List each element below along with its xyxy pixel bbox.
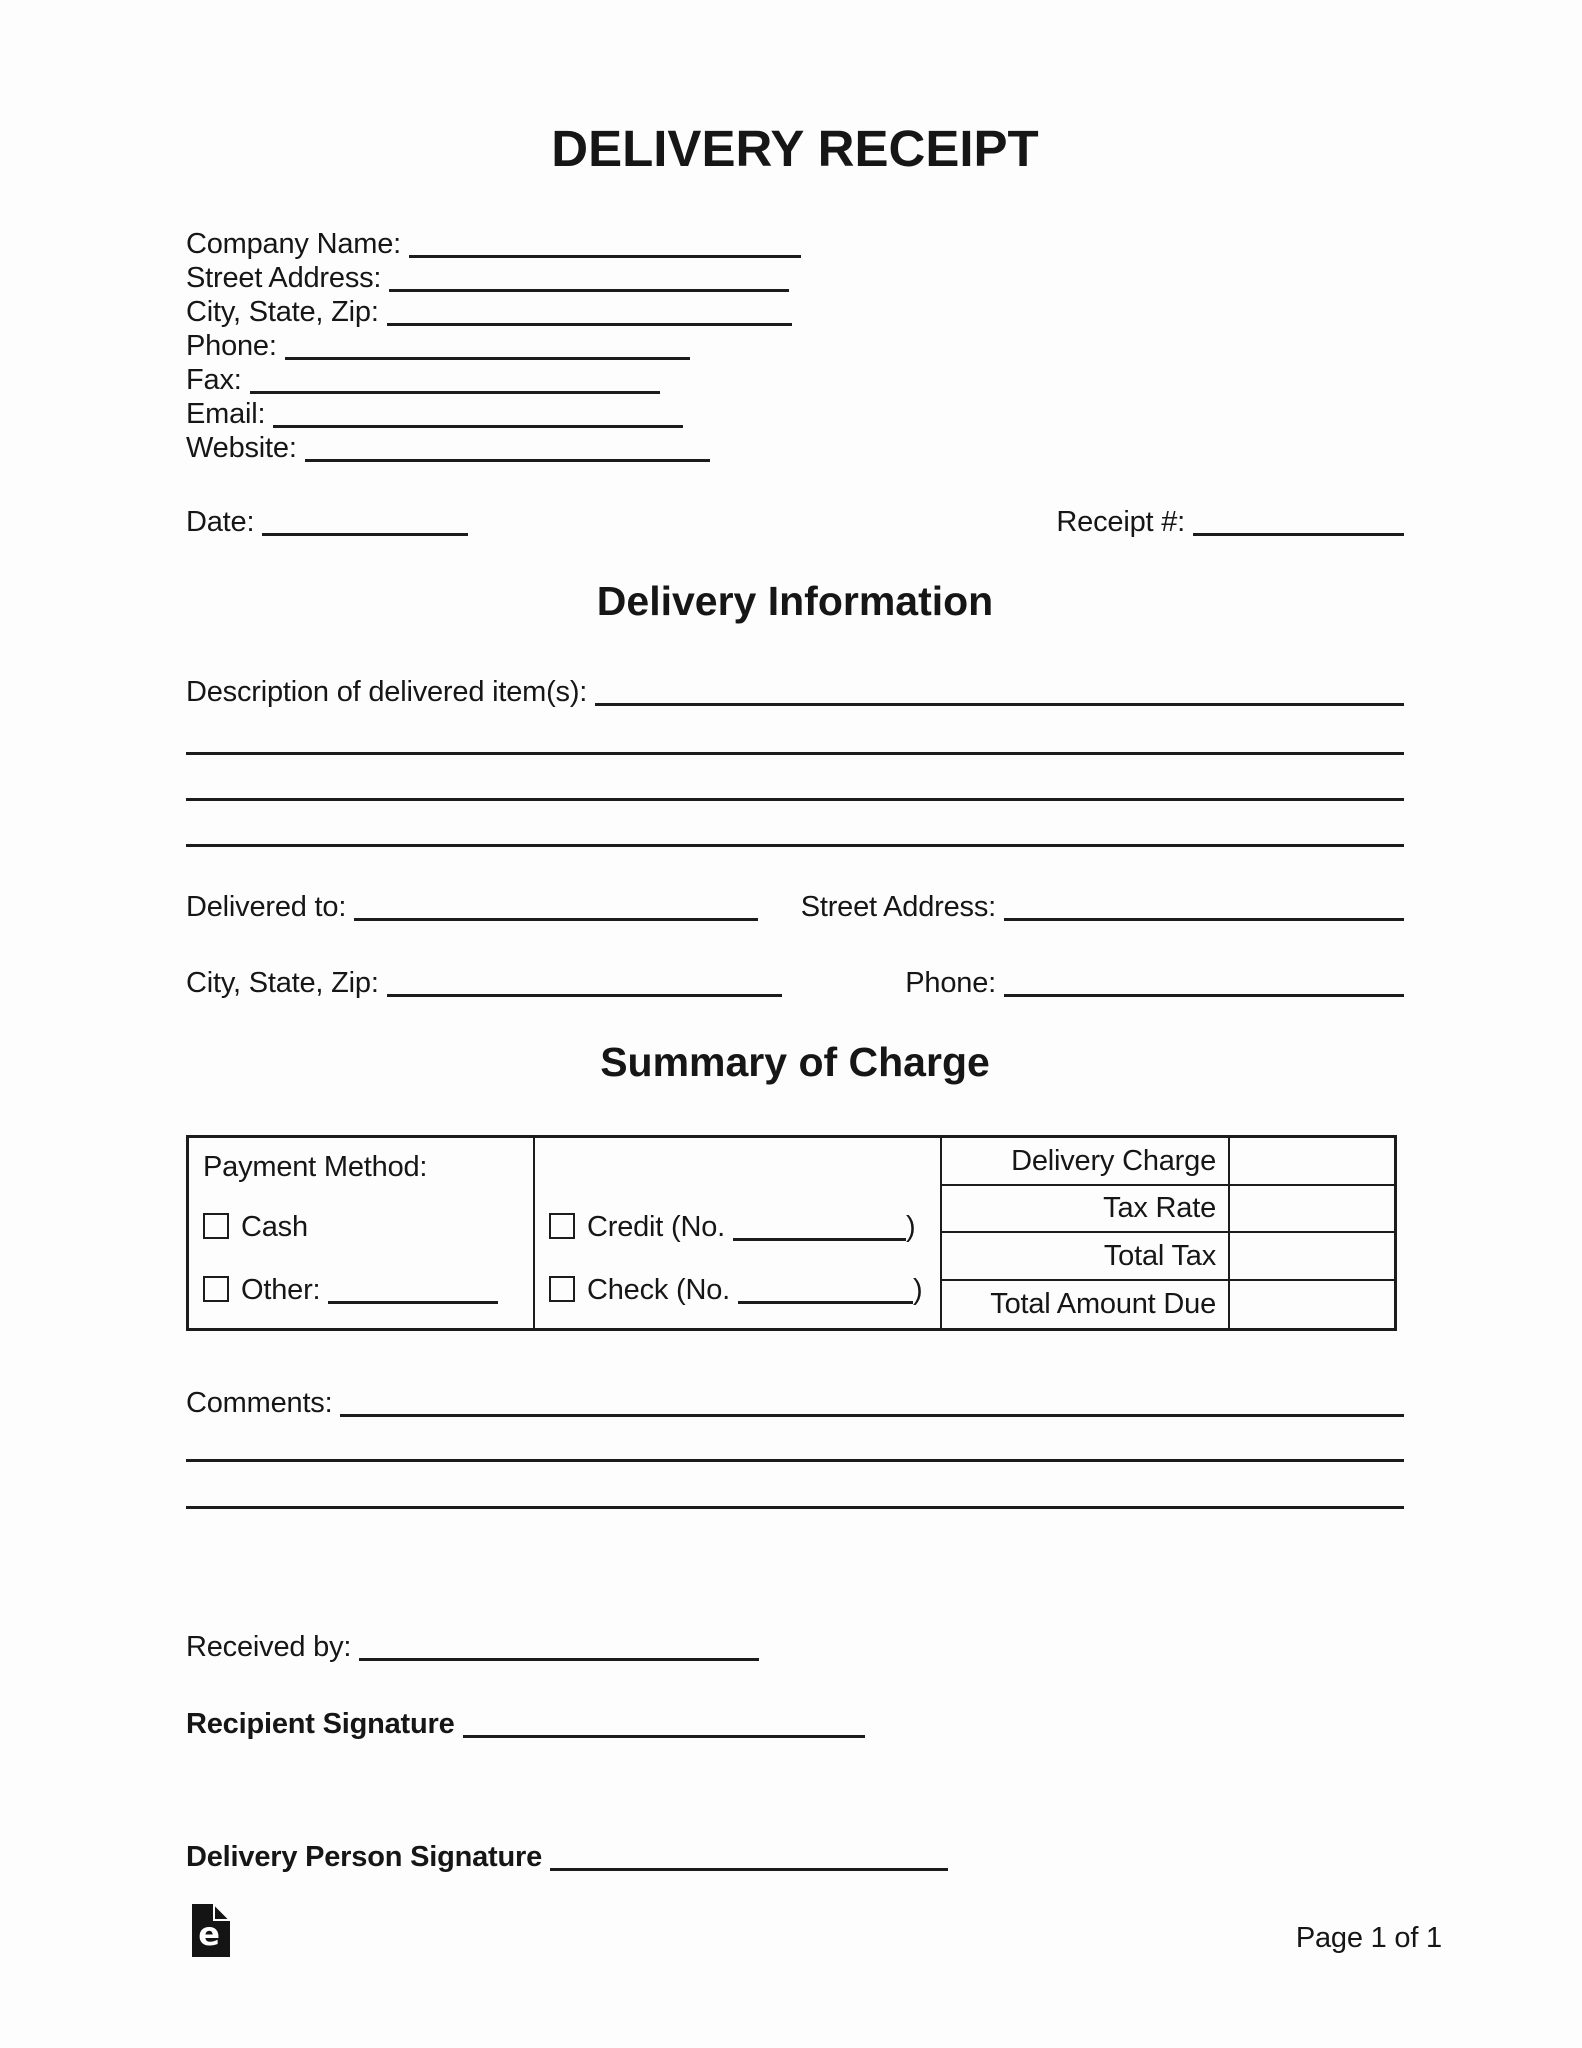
date-input[interactable] <box>262 533 468 536</box>
company-email-label: Email: <box>186 398 266 430</box>
description-label: Description of delivered item(s): <box>186 676 588 708</box>
delivery-person-signature-row <box>186 1840 1404 1874</box>
company-phone-input[interactable] <box>285 357 690 360</box>
receipt-number-label: Receipt #: <box>1056 506 1185 538</box>
charges-grid <box>942 1138 1394 1328</box>
description-line-2[interactable] <box>186 709 1404 755</box>
delivery-street-label: Street Address: <box>800 891 996 923</box>
company-email-row <box>186 397 1404 431</box>
check-checkbox[interactable] <box>549 1276 575 1302</box>
delivered-to-input[interactable] <box>354 918 758 921</box>
recipient-signature-row <box>186 1707 1404 1741</box>
company-website-input[interactable] <box>305 459 710 462</box>
recipient-signature-label: Recipient Signature <box>186 1708 455 1740</box>
delivery-information-heading: Delivery Information <box>596 578 994 624</box>
delivery-street-input[interactable] <box>1004 918 1404 921</box>
other-checkbox[interactable] <box>203 1276 229 1302</box>
company-city-label: City, State, Zip: <box>186 296 379 328</box>
tax-rate-value-cell[interactable] <box>1230 1186 1394 1234</box>
company-phone-label: Phone: <box>186 330 277 362</box>
tax-rate-label: Tax Rate <box>942 1186 1230 1234</box>
delivery-phone-input[interactable] <box>1004 994 1404 997</box>
description-line-4[interactable] <box>186 801 1404 847</box>
total-tax-label: Total Tax <box>942 1233 1230 1281</box>
company-street-label: Street Address: <box>186 262 382 294</box>
description-row <box>186 675 1404 709</box>
date-group <box>186 505 468 539</box>
check-label: Check (No. <box>587 1274 731 1306</box>
delivery-phone-label: Phone: <box>905 967 996 999</box>
eforms-logo <box>192 1904 230 1957</box>
date-receipt-row <box>186 505 1404 539</box>
cash-checkbox[interactable] <box>203 1213 229 1239</box>
total-tax-value-cell[interactable] <box>1230 1233 1394 1281</box>
delivery-person-signature-label: Delivery Person Signature <box>186 1841 543 1873</box>
date-label: Date: <box>186 506 255 538</box>
comments-line-2[interactable] <box>186 1420 1404 1462</box>
company-website-label: Website: <box>186 432 297 464</box>
company-fax-input[interactable] <box>250 391 660 394</box>
credit-option <box>549 1210 926 1244</box>
comments-label: Comments: <box>186 1387 333 1419</box>
received-by-row <box>186 1630 1404 1664</box>
check-option <box>549 1273 926 1307</box>
credit-label: Credit (No. <box>587 1211 725 1243</box>
total-amount-due-label: Total Amount Due <box>942 1281 1230 1329</box>
company-city-row <box>186 295 1404 329</box>
other-option <box>203 1273 519 1307</box>
delivery-city-label: City, State, Zip: <box>186 967 379 999</box>
receipt-number-input[interactable] <box>1193 533 1404 536</box>
svg-text:e: e <box>198 1915 220 1953</box>
credit-number-input[interactable] <box>733 1238 906 1241</box>
delivery-charge-label: Delivery Charge <box>942 1138 1230 1186</box>
company-name-row <box>186 227 1404 261</box>
company-phone-row <box>186 329 1404 363</box>
payment-method-label: Payment Method: <box>203 1151 428 1183</box>
total-amount-due-value-cell[interactable] <box>1230 1281 1394 1329</box>
delivery-city-group <box>186 966 782 1000</box>
delivery-phone-group <box>798 966 1404 1000</box>
company-fax-label: Fax: <box>186 364 242 396</box>
company-street-row <box>186 261 1404 295</box>
company-email-input[interactable] <box>273 425 683 428</box>
delivery-charge-value-cell[interactable] <box>1230 1138 1394 1186</box>
company-city-input[interactable] <box>387 323 792 326</box>
delivered-to-row <box>186 890 1404 924</box>
received-by-input[interactable] <box>359 1658 759 1661</box>
credit-check-column <box>535 1138 942 1328</box>
comments-input[interactable] <box>340 1414 1404 1417</box>
other-label: Other: <box>241 1274 321 1306</box>
delivered-to-group <box>186 890 758 924</box>
delivery-street-group <box>798 890 1404 924</box>
company-name-input[interactable] <box>409 255 801 258</box>
description-input[interactable] <box>595 703 1404 706</box>
payment-method-column <box>189 1138 535 1328</box>
page-number: Page 1 of 1 <box>1295 1922 1442 1954</box>
received-by-label: Received by: <box>186 1631 352 1663</box>
summary-of-charge-heading: Summary of Charge <box>600 1039 990 1085</box>
credit-checkbox[interactable] <box>549 1213 575 1239</box>
delivery-city-input[interactable] <box>387 994 782 997</box>
company-fax-row <box>186 363 1404 397</box>
comments-line-3[interactable] <box>186 1462 1404 1509</box>
delivery-person-signature-input[interactable] <box>550 1868 948 1871</box>
credit-label-close: ) <box>906 1211 916 1243</box>
comments-row <box>186 1386 1404 1420</box>
check-number-input[interactable] <box>738 1301 913 1304</box>
check-label-close: ) <box>913 1274 923 1306</box>
company-street-input[interactable] <box>389 289 789 292</box>
summary-of-charge-table <box>186 1135 1397 1331</box>
company-info-block <box>186 227 1404 465</box>
eforms-document-icon <box>192 1904 230 1957</box>
city-phone-row <box>186 966 1404 1000</box>
company-name-label: Company Name: <box>186 228 401 260</box>
recipient-signature-input[interactable] <box>463 1735 865 1738</box>
delivered-to-label: Delivered to: <box>186 891 347 923</box>
page-title: DELIVERY RECEIPT <box>551 120 1039 177</box>
cash-option <box>203 1210 519 1244</box>
cash-label: Cash <box>241 1211 308 1243</box>
company-website-row <box>186 431 1404 465</box>
other-input[interactable] <box>328 1301 498 1304</box>
receipt-number-group <box>1056 505 1404 539</box>
description-line-3[interactable] <box>186 755 1404 801</box>
